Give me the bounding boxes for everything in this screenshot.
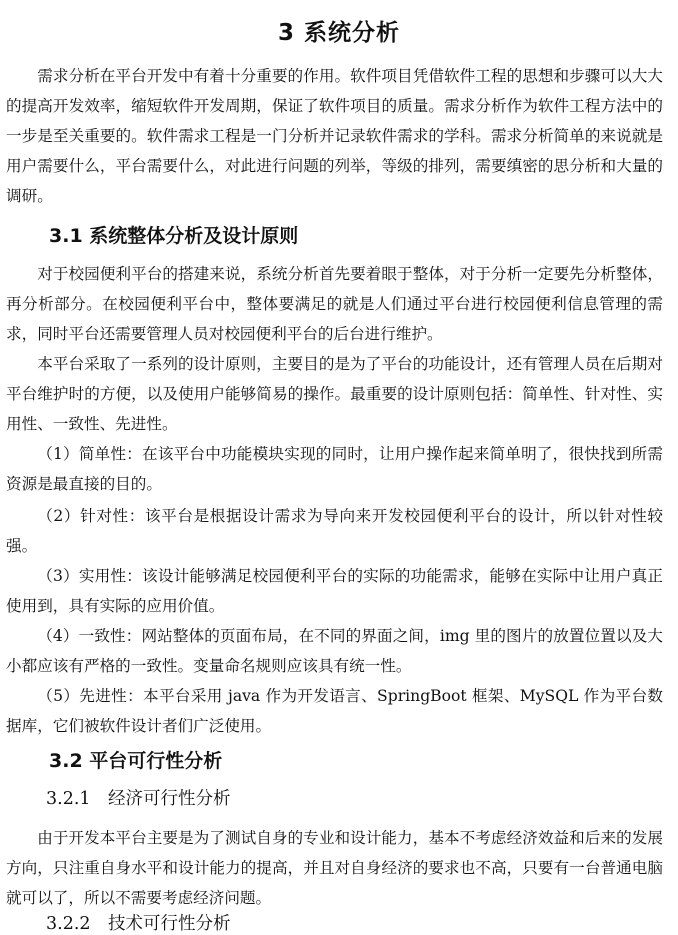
section-3-1-title: 3.1 系统整体分析及设计原则 <box>49 225 299 247</box>
section-3-1-paragraph-2: 本平台采取了一系列的设计原则，主要目的是为了平台的功能设计，还有管理人员在后期对平台维护时的方便，以及使用户能够简易的操作。最重要的设计原则包括：简单性、针对性、实用性、一致性、先进性。 <box>6 355 663 433</box>
principle-consistency: （4）一致性：网站整体的页面布局，在不同的界面之间，img 里的图片的放置位置以及大小都应该有严格的一致性。变量命名规则应该具有统一性。 <box>6 627 663 675</box>
subsection-3-2-1-paragraph: 由于开发本平台主要是为了测试自身的专业和设计能力，基本不考虑经济效益和后来的发展方向，只注重自身水平和设计能力的提高，并且对自身经济的要求也不高，只要有一台普通电脑就可以了，所以不需要考虑经济问题。 <box>6 829 663 907</box>
subsection-3-2-1-heading <box>46 785 231 810</box>
principle-practicality: （3）实用性：该设计能够满足校园便利平台的实际的功能需求，能够在实际中让用户真正使用到，具有实际的应用价值。 <box>6 567 663 615</box>
chapter-title: 3 系统分析 <box>277 20 400 46</box>
subsection-3-2-1-title: 经济可行性分析 <box>108 789 231 809</box>
subsection-3-2-2-heading <box>46 910 231 935</box>
principle-simplicity: （1）简单性：在该平台中功能模块实现的同时，让用户操作起来简单明了，很快找到所需资源是最直接的目的。 <box>6 445 663 493</box>
section-3-2-title: 3.2 平台可行性分析 <box>49 750 223 772</box>
principle-pertinence: （2）针对性：该平台是根据设计需求为导向来开发校园便利平台的设计，所以针对性较强。 <box>6 507 663 555</box>
section-3-1-paragraph-1: 对于校园便利平台的搭建来说，系统分析首先要着眼于整体，对于分析一定要先分析整体，再分析部分。在校园便利平台中，整体要满足的就是人们通过平台进行校园便利信息管理的需求，同时平台还需要管理人员对校园便利平台的后台进行维护。 <box>6 265 663 343</box>
subsection-3-2-2-number: 3.2.2 <box>46 914 91 934</box>
intro-paragraph: 需求分析在平台开发中有着十分重要的作用。软件项目凭借软件工程的思想和步骤可以大大的提高开发效率，缩短软件开发周期，保证了软件项目的质量。需求分析作为软件工程方法中的一步是至关重要的。软件需求工程是一门分析并记录软件需求的学科。需求分析简单的来说就是用户需要什么，平台需要什么，对此进行问题的列举，等级的排列，需要缜密的思分析和大量的调研。 <box>6 67 663 205</box>
subsection-3-2-2-title: 技术可行性分析 <box>108 914 231 934</box>
subsection-3-2-1-number: 3.2.1 <box>46 789 91 809</box>
principle-advancement: （5）先进性：本平台采用 java 作为开发语言、SpringBoot 框架、MySQL 作为平台数据库，它们被软件设计者们广泛使用。 <box>6 687 663 735</box>
